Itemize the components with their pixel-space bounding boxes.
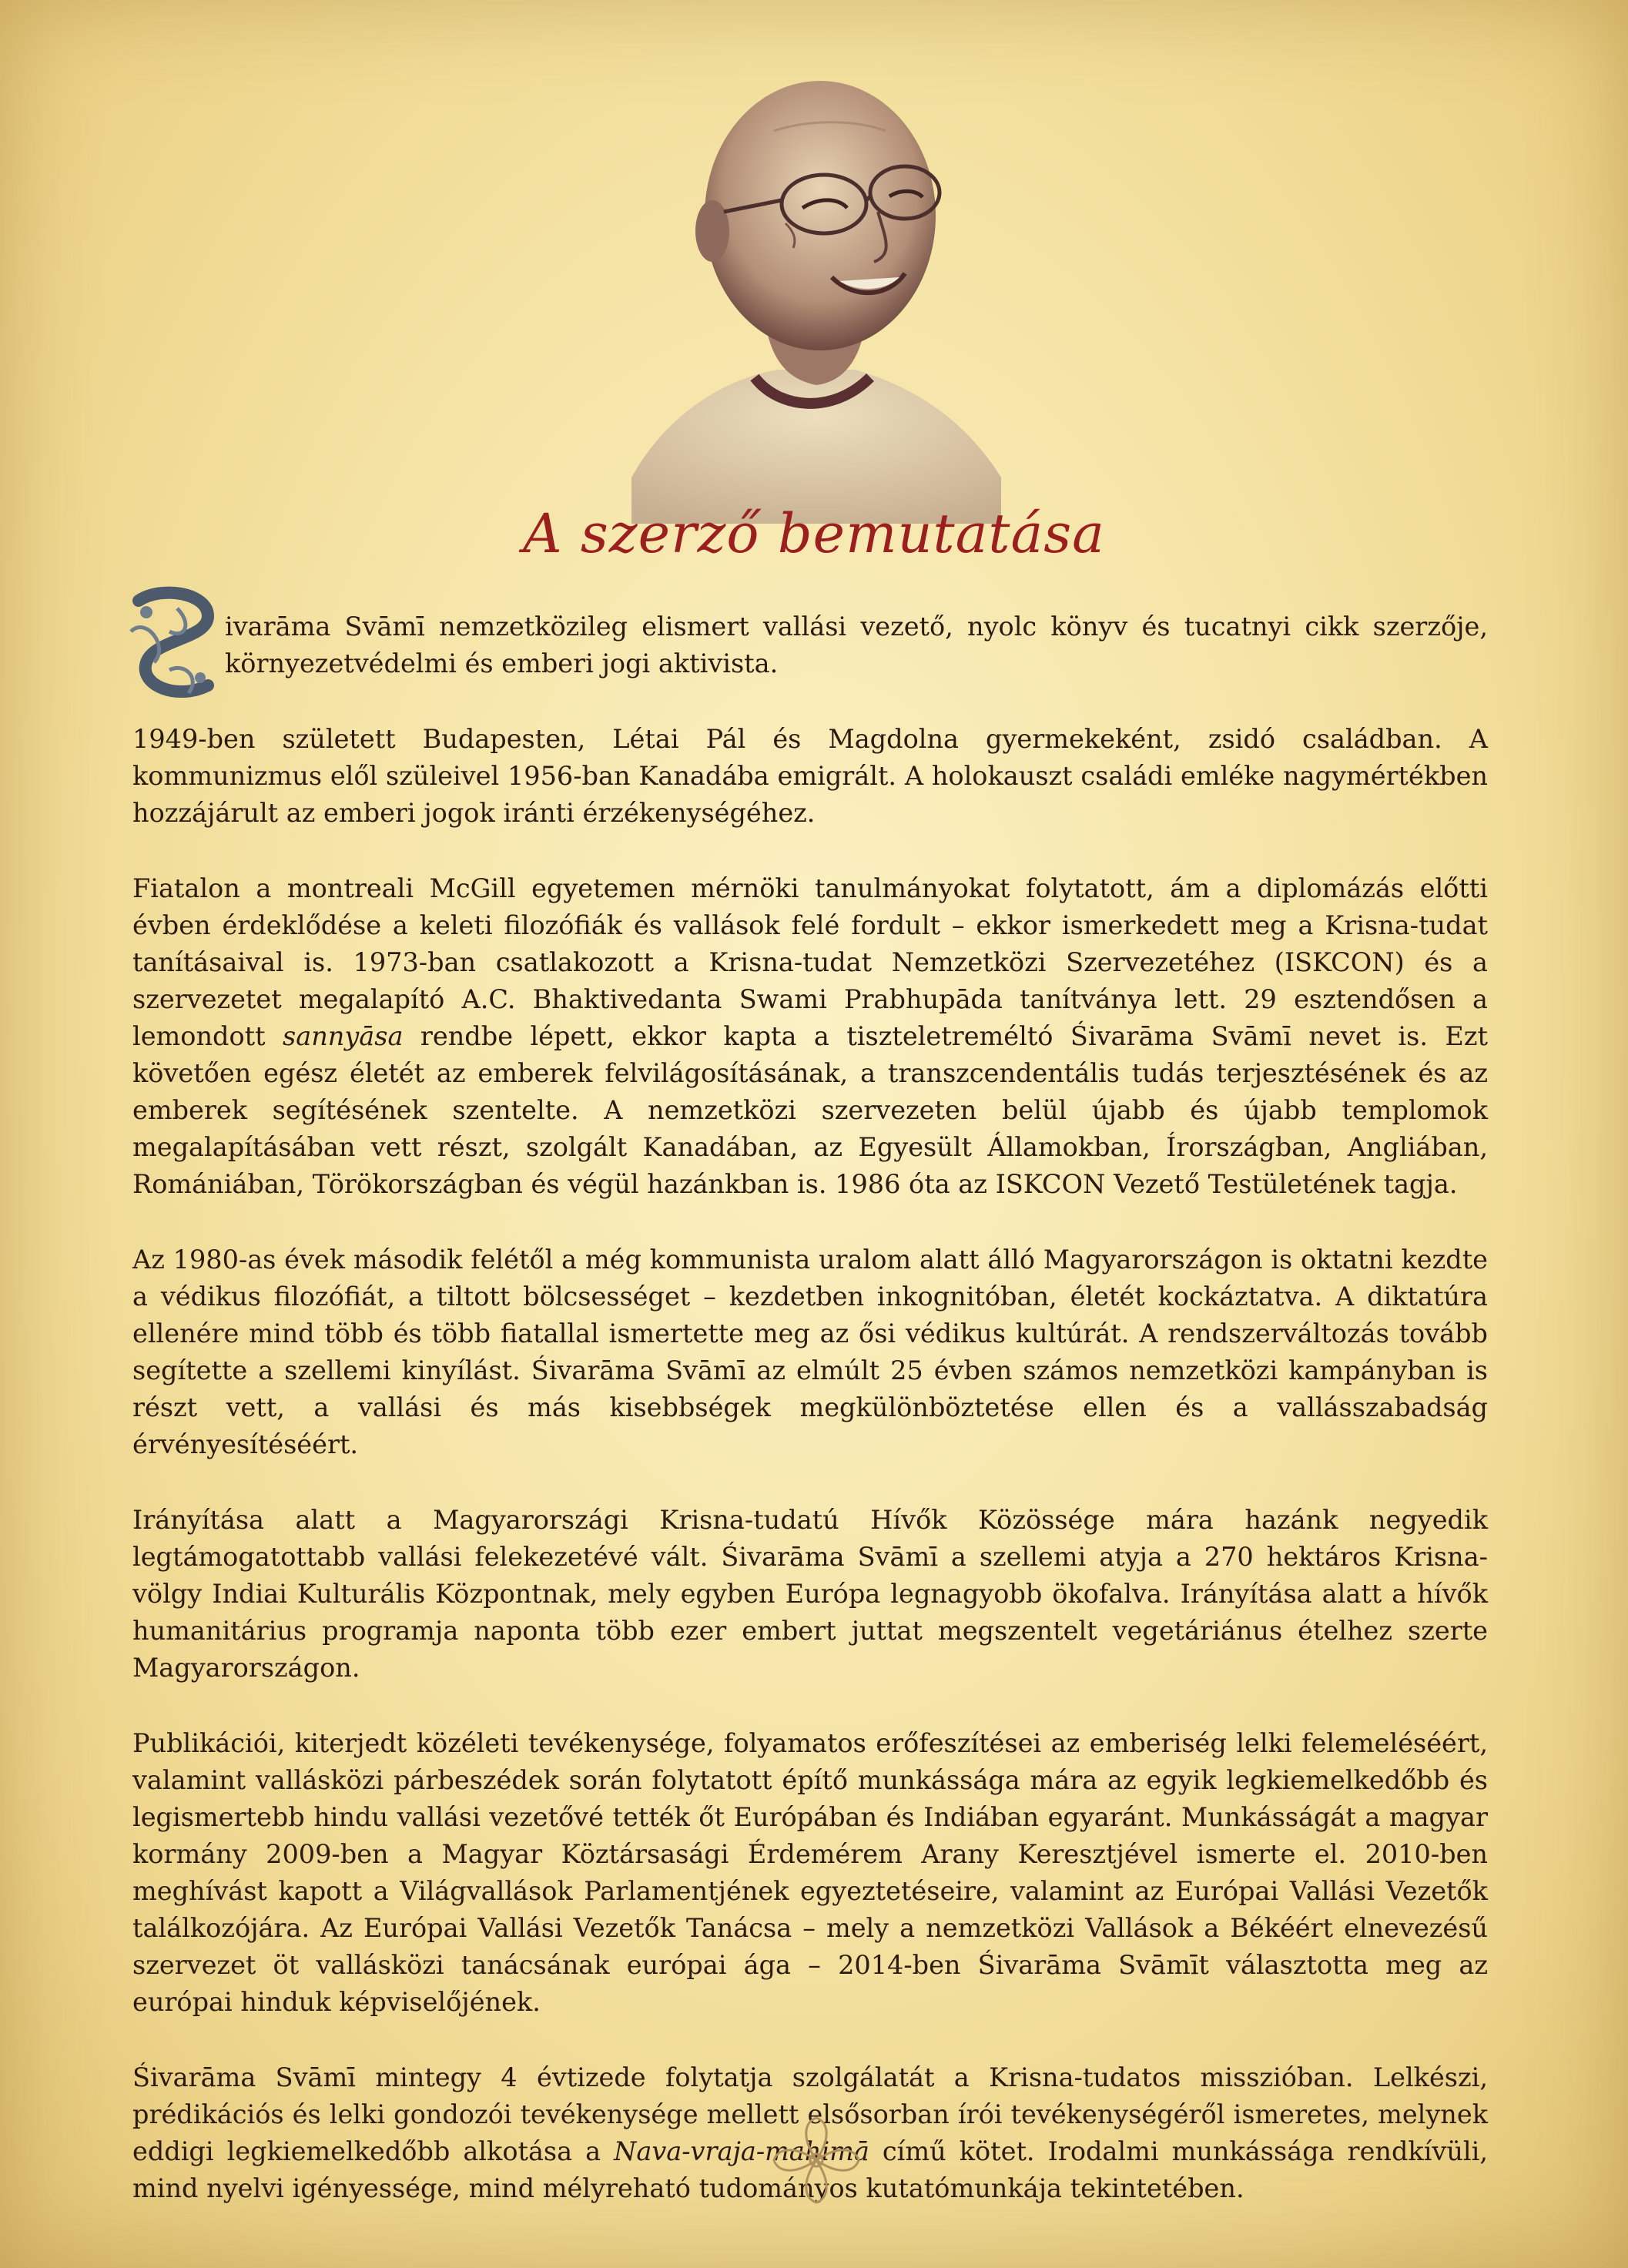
paragraph-studies-part1: Fiatalon a montreali McGill egyetemen mérnöki tanulmányokat folytatott, ám a diplomázás előtti évben érdeklődése a keleti filozófiák és vallások felé fordult – ekkor ismerkedett meg a Krisna-tudat tanításaival is. 1973-ban csatlakozott a Krisna-tudat Nemzetközi Szervezetéhez (ISKCON) és a szervezetet megalapító A.C. Bhaktivedanta Swami Prabhupāda tanítványa lett. 29 esztendősen a lemondott [132,873,1488,1051]
italic-sannyasa: sannyāsa [283,1021,404,1051]
page-title: A szerző bemutatása [523,502,1105,565]
paragraph-mission-part2: című kötet. Irodalmi munkássága rendkívüli, mind nyelvi igényessége, mind mélyreható tudományos kutatómunkája tekintetében. [132,2136,1488,2203]
author-portrait [601,46,1032,524]
paragraph-studies-part2: rendbe lépett, ekkor kapta a tiszteletreméltó Śivarāma Svāmī nevet is. Ezt követően egész életét az emberek felvilágosításának, a transzcendentális tudás terjesztésének és az emberek segítésének szentelte. A nemzetközi szervezeten belül újabb és újabb templomok megalapításában vett részt, szolgált Kanadában, az Egyesült Államokban, Írországban, Angliában, Romániában, Törökországban és végül hazánkban is. 1986 óta az ISKCON Vezető Testületének tagja. [132,1021,1488,1199]
article-body [132,608,1488,2246]
paragraph-studies [132,870,1488,1203]
paragraph-publications: Publikációi, kiterjedt közéleti tevékenysége, folyamatos erőfeszítései az emberiség lelki felemeléséért, valamint vallásközi párbeszédek során folytatott építő munkássága mára az egyik legkiemelkedőbb és legismertebb hindu vallási vezetővé tették őt Európában és Indiában egyaránt. Munkásságát a magyar kormány 2009-ben a Magyar Köztársasági Érdemérem Arany Keresztjével ismerte el. 2010-ben meghívást kapott a Világvallások Parlamentjének egyeztetéseire, valamint az Európai Vallási Vezetők találkozójára. Az Európai Vallási Vezetők Tanácsa – mely a nemzetközi Vallások a Békéért elnevezésű szervezet öt vallásközi tanácsának európai ága – 2014-ben Śivarāma Svāmīt választotta meg az európai hinduk képviselőjének. [132,1728,1488,2017]
lotus-flower-ornament [770,2114,863,2206]
paragraph-eighties: Az 1980-as évek második felétől a még kommunista uralom alatt álló Magyarországon is oktatni kezdte a védikus filozófiát, a tiltott bölcsességet – kezdetben inkognitóban, életét kockáztatva. A diktatúra ellenére mind több és több fiatallal ismertette meg az ősi védikus kultúrát. A rendszerváltozás tovább segítette a szellemi kinyílást. Śivarāma Svāmī az elmúlt 25 évben számos nemzetközi kampányban is részt vett, a vallási és más kisebbségek megkülönböztetése ellen és a vallásszabadság érvényesítéséért. [132,1245,1488,1459]
paragraph-community: Irányítása alatt a Magyarországi Krisna-tudatú Hívők Közössége mára hazánk negyedik legtámogatottabb vallási felekezetévé vált. Śivarāma Svāmī a szellemi atyja a 270 hektáros Krisna-völgy Indiai Kulturális Központnak, mely egyben Európa legnagyobb ökofalva. Irányítása alatt a hívők humanitárius programja naponta több ezer embert juttat megszentelt vegetáriánus ételhez szerte Magyarországon. [132,1505,1488,1683]
paragraph-intro: ivarāma Svāmī nemzetközileg elismert vallási vezető, nyolc könyv és tucatnyi cikk szerzője, környezetvédelmi és emberi jogi aktivista. [225,611,1488,678]
paragraph-mission-part1: Śivarāma Svāmī mintegy 4 évtizede folytatja szolgálatát a Krisna-tudatos misszióban. Lelkészi, prédikációs és lelki gondozói tevékenysége mellett elsősorban írói tevékenységéről ismeretes, melynek eddigi legkiemelkedőbb alkotása a [132,2062,1488,2166]
paragraph-birth: 1949-ben született Budapesten, Létai Pál és Magdolna gyermekeként, zsidó családban. A kommunizmus elől szüleivel 1956-ban Kanadába emigrált. A holokauszt családi emléke nagymértékben hozzájárult az emberi jogok iránti érzékenységéhez. [132,724,1488,828]
italic-book-title: Nava-vraja-mahimā [614,2136,869,2166]
